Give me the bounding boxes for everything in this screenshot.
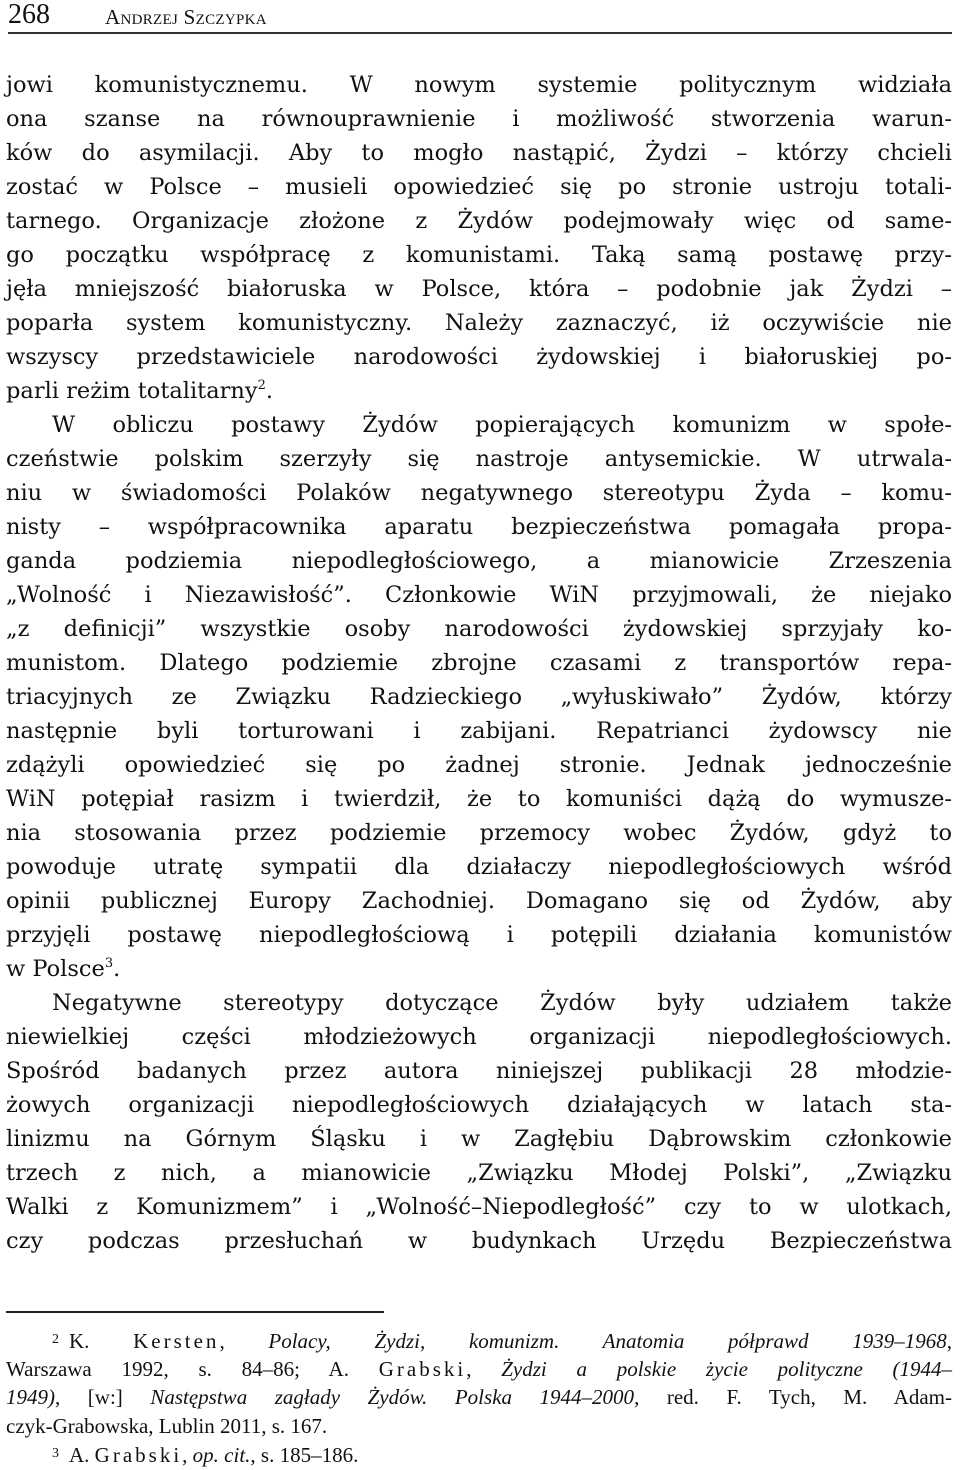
text-line: linizmu na Górnym Śląsku i w Zagłębiu Dąbrowskim członkowie bbox=[6, 1126, 952, 1152]
text-line: parli reżim totalitarny$^2$. bbox=[6, 378, 274, 404]
text-line: opinii publicznej Europy Zachodniej. Domagano się od Żydów, aby bbox=[6, 888, 952, 914]
text-line: czeństwie polskim szerzyły się nastroje antysemickie. W utrwala- bbox=[6, 446, 952, 472]
text-line: ków do asymilacji. Aby to mogło nastąpić, Żydzi – którzy chcieli bbox=[6, 140, 952, 166]
text-line: nia stosowania przez podziemie przemocy wobec Żydów, gdyż to bbox=[6, 820, 952, 846]
text-line: Walki z Komunizmem” i „Wolność–Niepodległość” czy to w ulotkach, bbox=[6, 1194, 952, 1220]
text-line: jęła mniejszość białoruska w Polsce, która – podobnie jak Żydzi – bbox=[6, 276, 952, 302]
text-line: tarnego. Organizacje złożone z Żydów podejmowały więc od same- bbox=[6, 208, 952, 234]
text-line: go początku współpracę z komunistami. Taką samą postawę przy- bbox=[6, 242, 952, 268]
text-line: zdążyli opowiedzieć się po żadnej stronie. Jednak jednocześnie bbox=[6, 752, 952, 778]
text-line: czy podczas przesłuchań w budynkach Urzędu Bezpieczeństwa bbox=[6, 1228, 952, 1254]
footnote-number: 2 bbox=[52, 1332, 59, 1347]
page-number: 268 bbox=[8, 0, 50, 30]
text-line: żowych organizacji niepodległościowych działających w latach sta- bbox=[6, 1092, 952, 1118]
text-line: w Polsce$^3$. bbox=[6, 956, 121, 982]
footnote-2-line: $^2$ K. Kersten, Polacy, Żydzi, komunizm. Anatomia półprawd 1939–1968, bbox=[52, 1329, 953, 1353]
text-line: zostać w Polsce – musieli opowiedzieć się po stronie ustroju totali- bbox=[6, 174, 952, 200]
text-line: munistom. Dlatego podziemie zbrojne czasami z transportów repa- bbox=[6, 650, 952, 676]
text-line: niu w świadomości Polaków negatywnego stereotypu Żyda – komu- bbox=[6, 480, 952, 506]
text-line: niewielkiej części młodzieżowych organizacji niepodległościowych. bbox=[6, 1024, 952, 1050]
running-head-author: Andrzej Szczypka bbox=[105, 5, 267, 29]
main-text bbox=[6, 68, 952, 1258]
text-line: trzech z nich, a mianowicie „Związku Młodej Polski”, „Związku bbox=[6, 1160, 952, 1186]
text-line: ganda podziemia niepodległościowego, a mianowicie Zrzeszenia bbox=[6, 548, 952, 574]
footnote-2-line: 1949), [w:] Następstwa zagłady Żydów. Polska 1944–2000, red. F. Tych, M. Adam- bbox=[6, 1385, 952, 1409]
text-line: powoduje utratę sympatii dla działaczy niepodległościowych wśród bbox=[6, 854, 952, 880]
running-header bbox=[8, 0, 952, 34]
footnote-3-line: $^3$ A. Grabski, op. cit., s. 185–186. bbox=[52, 1443, 359, 1467]
text-line: triacyjnych ze Związku Radzieckiego „wyłuskiwało” Żydów, którzy bbox=[6, 684, 952, 710]
text-line: „Wolność i Niezawisłość”. Członkowie WiN przyjmowali, że niejako bbox=[6, 582, 952, 608]
text-line: wszyscy przedstawiciele narodowości żydowskiej i białoruskiej po- bbox=[6, 344, 952, 370]
text-line: poparła system komunistyczny. Należy zaznaczyć, iż oczywiście nie bbox=[6, 310, 952, 336]
footnote-ref-3[interactable]: 3 bbox=[104, 956, 114, 971]
text-line: WiN potępiał rasizm i twierdził, że to komuniści dążą do wymusze- bbox=[6, 786, 952, 812]
footnote-divider bbox=[6, 1311, 384, 1313]
text-line: następnie byli torturowani i zabijani. Repatrianci żydowscy nie bbox=[6, 718, 952, 744]
text-line: Negatywne stereotypy dotyczące Żydów były udziałem także bbox=[52, 990, 952, 1016]
text-line: nisty – współpracownika aparatu bezpieczeństwa pomagała propa- bbox=[6, 514, 952, 540]
text-line: jowi komunistycznemu. W nowym systemie politycznym widziała bbox=[6, 72, 952, 98]
text-line: „z definicji” wszystkie osoby narodowości żydowskiej sprzyjały ko- bbox=[6, 616, 952, 642]
footnotes bbox=[6, 1326, 952, 1469]
footnote-2-line: Warszawa 1992, s. 84–86; A. Grabski, Żydzi a polskie życie polityczne (1944– bbox=[6, 1356, 953, 1381]
footnote-2-line: czyk-Grabowska, Lublin 2011, s. 167. bbox=[6, 1413, 328, 1438]
text-line: ona szanse na równouprawnienie i możliwość stworzenia warun- bbox=[6, 106, 952, 132]
footnote-ref-2[interactable]: 2 bbox=[257, 378, 266, 393]
footnote-number: 3 bbox=[52, 1446, 59, 1461]
text-line: Spośród badanych przez autora niniejszej publikacji 28 młodzie- bbox=[6, 1058, 952, 1084]
text-line: przyjęli postawę niepodległościową i potępili działania komunistów bbox=[6, 922, 952, 948]
text-line: W obliczu postawy Żydów popierających komunizm w społe- bbox=[52, 412, 952, 438]
